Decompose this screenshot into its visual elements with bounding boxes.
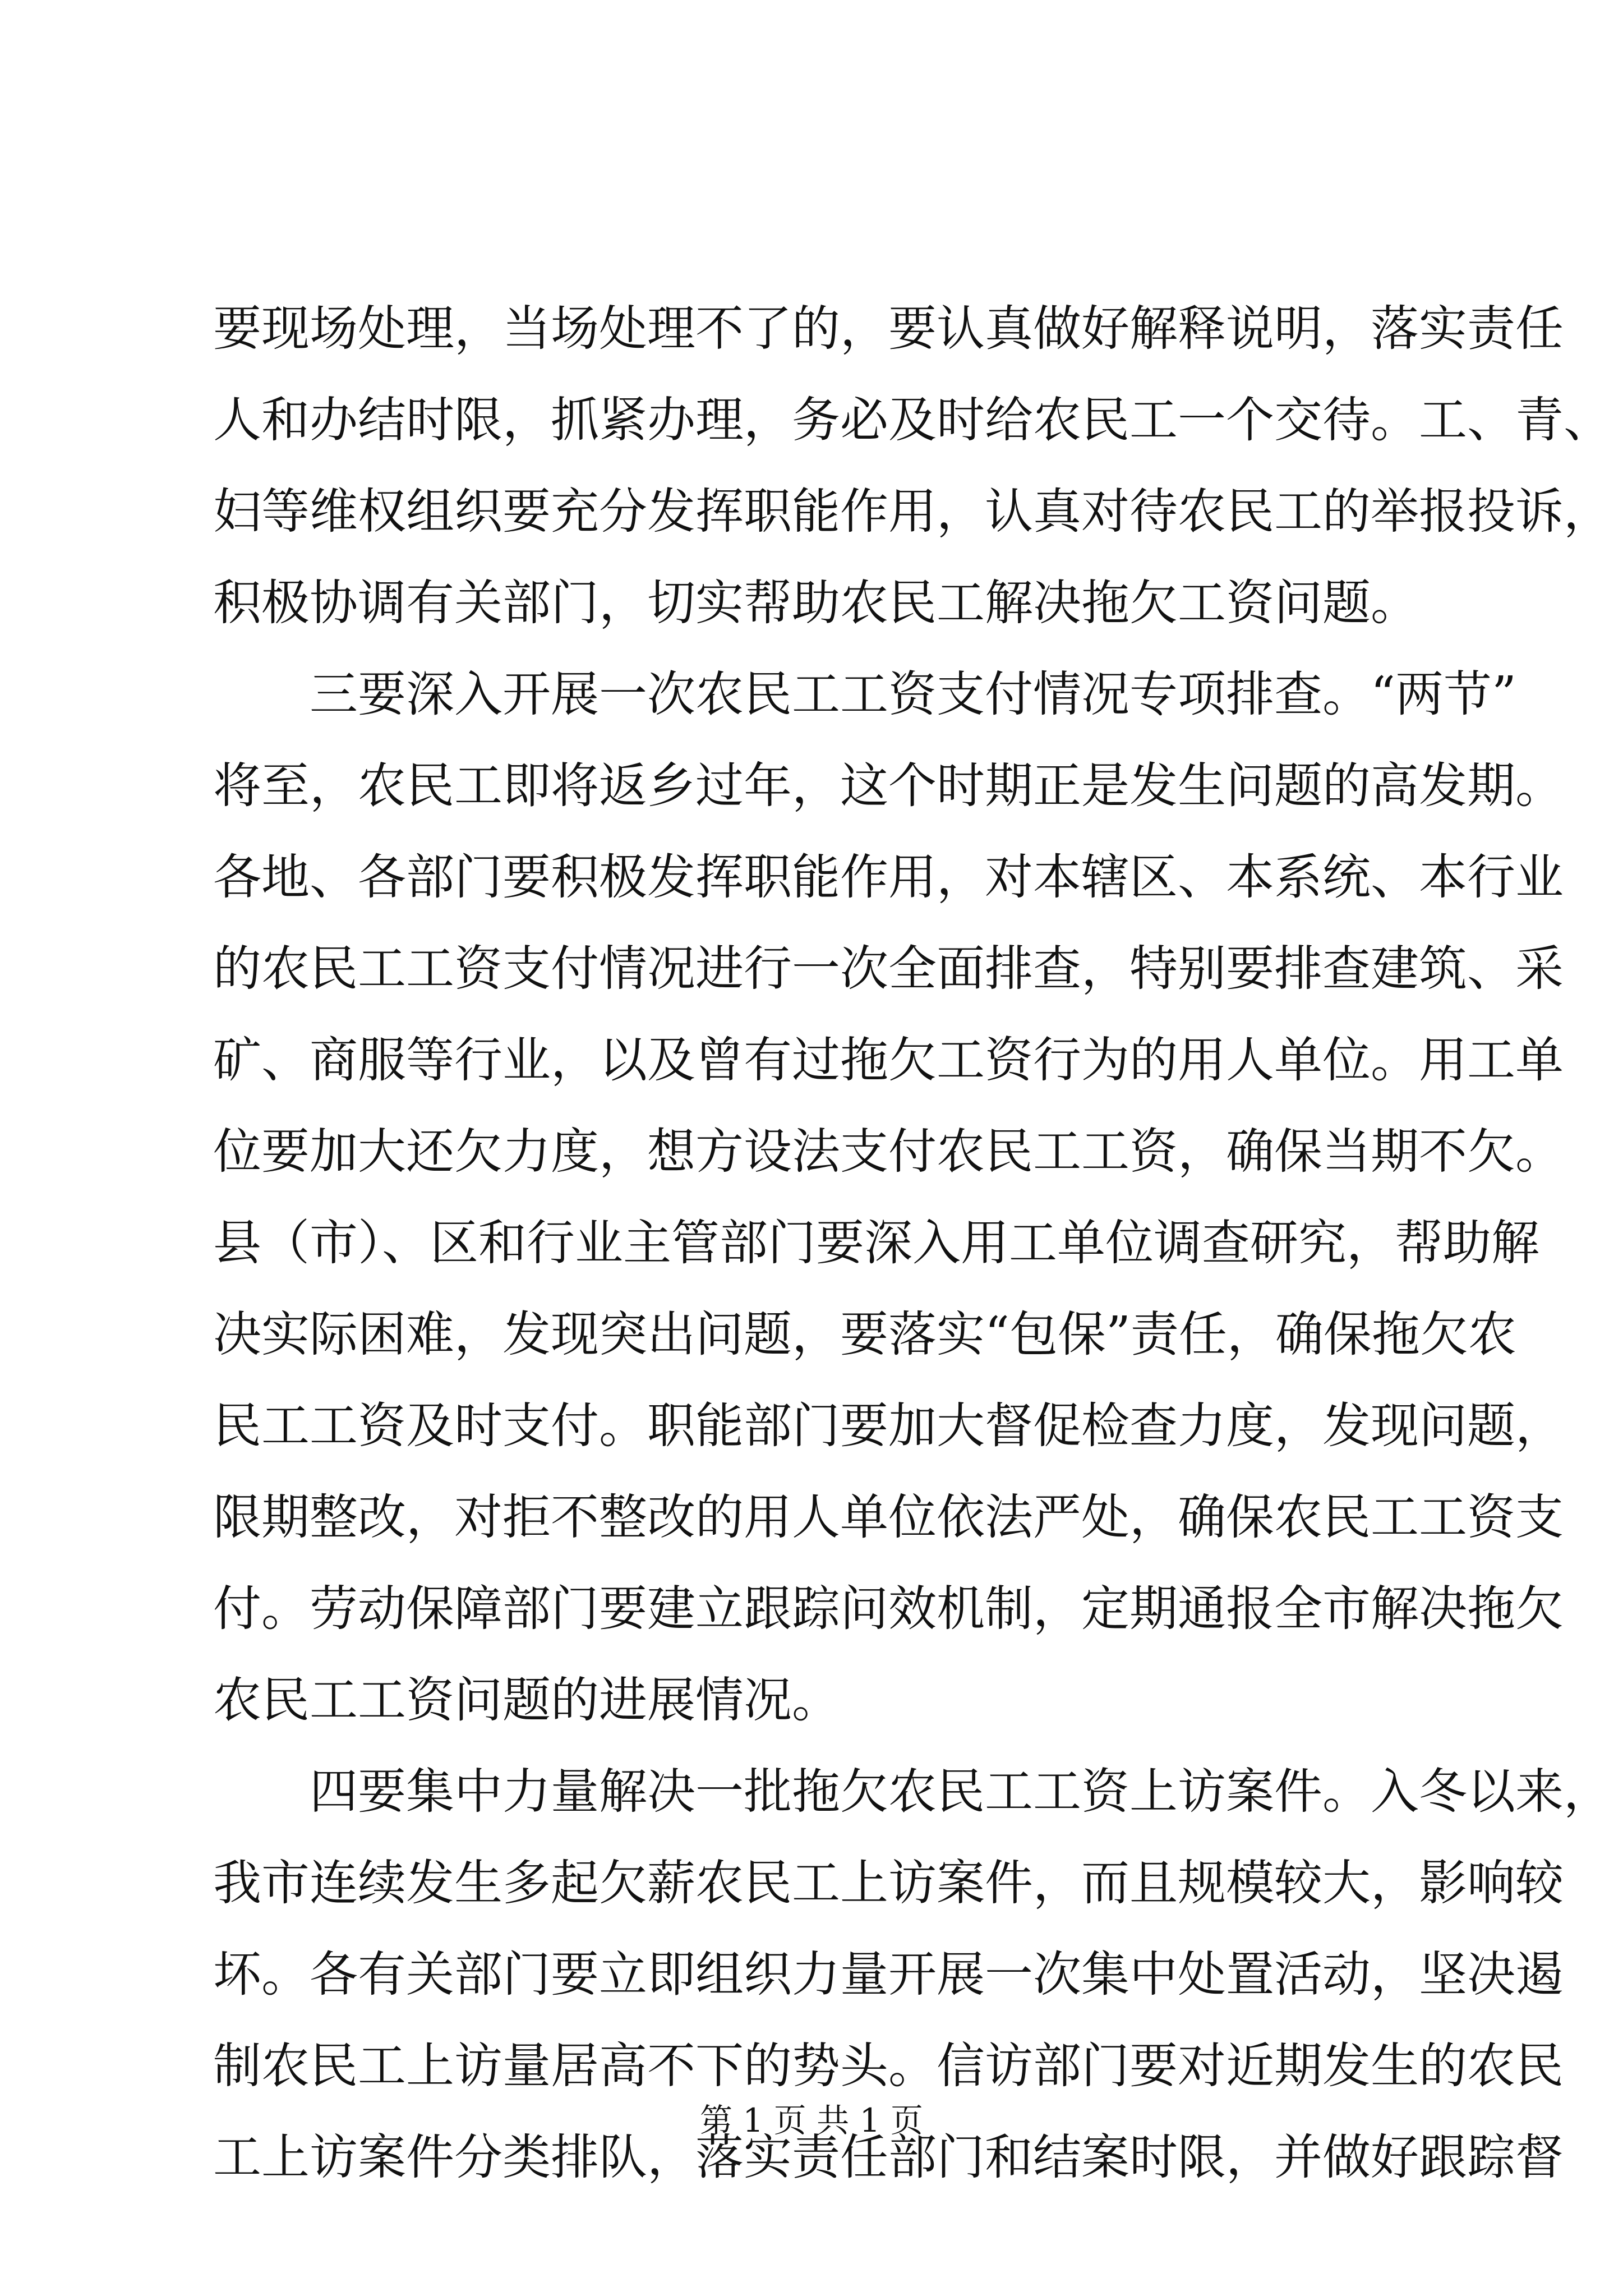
text-line: 限期整改，对拒不整改的用人单位依法严处，确保农民工工资支 bbox=[213, 1489, 1564, 1545]
text-line: 位要加大还欠力度，想方设法支付农民工工资，确保当期不欠。 bbox=[213, 1124, 1564, 1180]
text-line: 工上访案件分类排队，落实责任部门和结案时限，并做好跟踪督 bbox=[213, 2129, 1564, 2185]
text-line: 矿、商服等行业，以及曾有过拖欠工资行为的用人单位。用工单 bbox=[213, 1032, 1564, 1088]
text-line: 人和办结时限，抓紧办理，务必及时给农民工一个交待。工、青、 bbox=[213, 392, 1612, 448]
page-number-footer: 第 1 页 共 1 页 bbox=[700, 2101, 923, 2139]
text-line: 坏。各有关部门要立即组织力量开展一次集中处置活动，坚决遏 bbox=[213, 1947, 1564, 2003]
text-line: 将至，农民工即将返乡过年，这个时期正是发生问题的高发期。 bbox=[213, 758, 1564, 814]
text-line: 民工工资及时支付。职能部门要加大督促检查力度，发现问题， bbox=[213, 1398, 1564, 1454]
text-line: 县（市）、区和行业主管部门要深入用工单位调查研究，帮助解 bbox=[213, 1215, 1539, 1271]
text-line: 积极协调有关部门，切实帮助农民工解决拖欠工资问题。 bbox=[213, 575, 1419, 631]
text-line: 我市连续发生多起欠薪农民工上访案件，而且规模较大，影响较 bbox=[213, 1855, 1564, 1911]
text-line: 妇等维权组织要充分发挥职能作用，认真对待农民工的举报投诉， bbox=[213, 484, 1612, 540]
text-line: 付。劳动保障部门要建立跟踪问效机制，定期通报全市解决拖欠 bbox=[213, 1581, 1564, 1637]
text-line: 的农民工工资支付情况进行一次全面排查，特别要排查建筑、采 bbox=[213, 941, 1564, 997]
text-line: 决实际困难，发现突出问题，要落实“包保”责任，确保拖欠农 bbox=[213, 1306, 1516, 1363]
text-line: 农民工工资问题的进展情况。 bbox=[213, 1672, 840, 1728]
paragraph-start-line: 三要深入开展一次农民工工资支付情况专项排查。“两节” bbox=[310, 666, 1516, 723]
text-line: 各地、各部门要积极发挥职能作用，对本辖区、本系统、本行业 bbox=[213, 849, 1564, 905]
paragraph-start-line: 四要集中力量解决一批拖欠农民工工资上访案件。入冬以来， bbox=[310, 1764, 1612, 1820]
text-line: 制农民工上访量居高不下的势头。信访部门要对近期发生的农民 bbox=[213, 2038, 1564, 2094]
body-text bbox=[213, 283, 1612, 2203]
text-line: 要现场处理，当场处理不了的，要认真做好解释说明，落实责任 bbox=[213, 301, 1564, 357]
